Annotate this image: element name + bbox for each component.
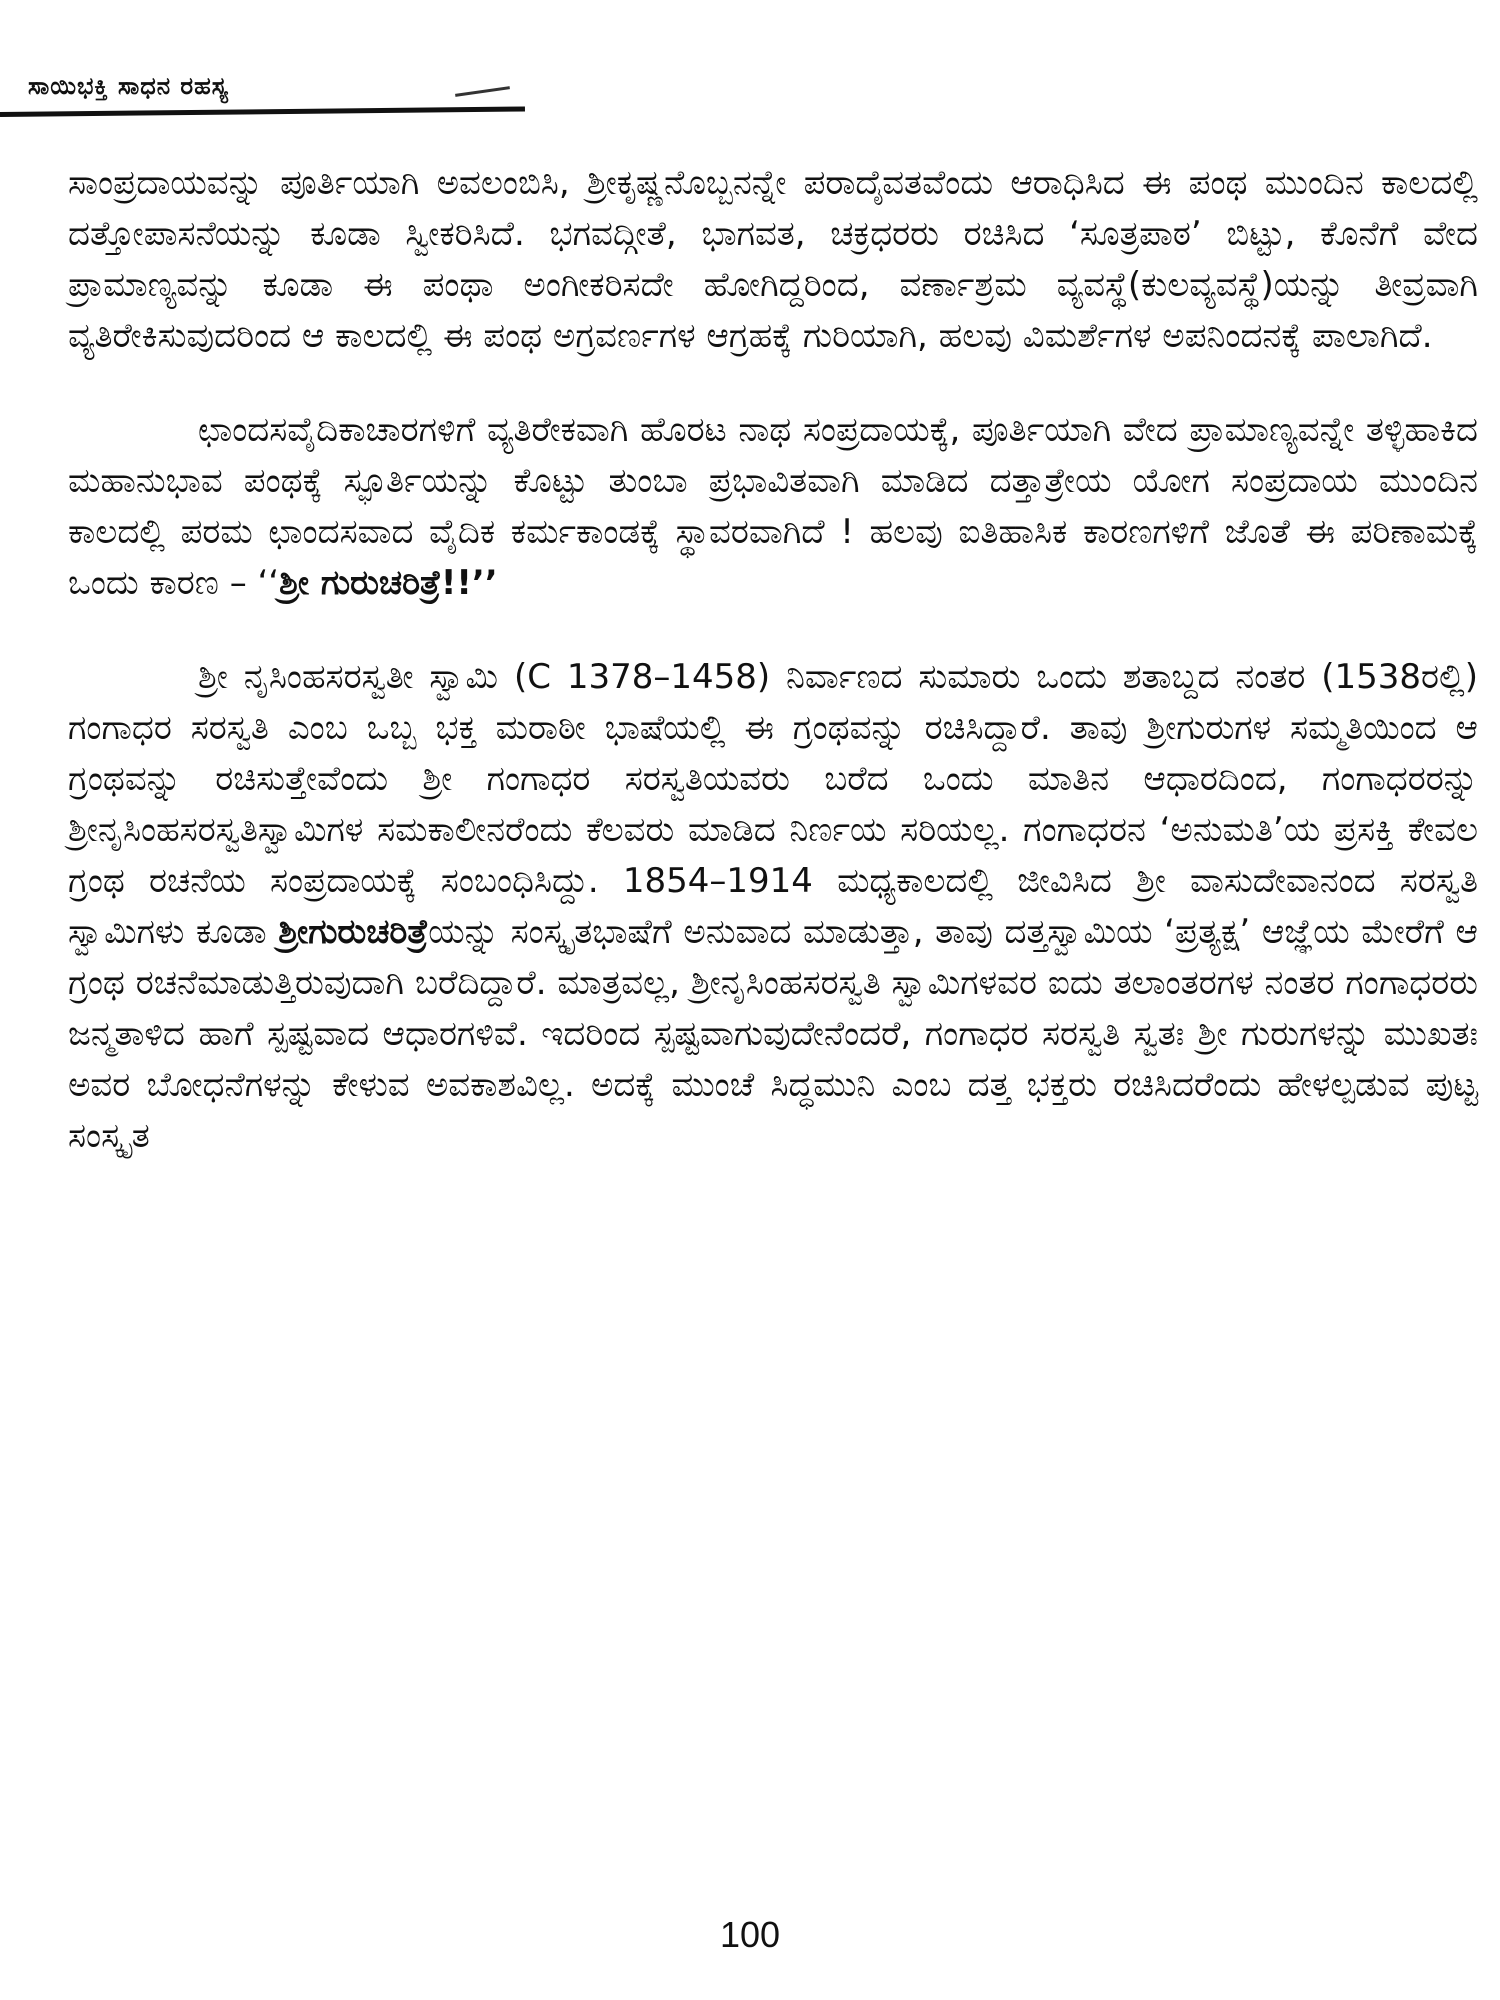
paragraph-2-text: ಛಾಂದಸವೈದಿಕಾಚಾರಗಳಿಗೆ ವ್ಯತಿರೇಕವಾಗಿ ಹೊರಟ ನಾಥ ಸಂಪ್ರದಾಯಕ್ಕೆ, ಪೂರ್ತಿಯಾಗಿ ವೇದ ಪ್ರಾಮಾಣ್ಯವನ್ನೇ ತಳ್ಳಿಹಾಕಿದ ಮಹಾನುಭಾವ ಪಂಥಕ್ಕೆ ಸ್ಫೂರ್ತಿಯನ್ನು ಕೊಟ್ಟು ತುಂಬಾ ಪ್ರಭಾವಿತವಾಗಿ ಮಾಡಿದ ದತ್ತಾತ್ರೇಯ ಯೋಗ ಸಂಪ್ರದಾಯ ಮುಂದಿನ ಕಾಲದಲ್ಲಿ ಪರಮ ಛಾಂದಸವಾದ ವೈದಿಕ ಕರ್ಮಕಾಂಡಕ್ಕೆ ಸ್ಥಾವರವಾಗಿದೆ ! ಹಲವು ಐತಿಹಾಸಿಕ ಕಾರಣಗಳಿಗೆ ಜೊತೆ ಈ ಪರಿಣಾಮಕ್ಕೆ ಒಂದು ಕಾರಣ – ‘‘ bbox=[68, 410, 1478, 603]
header-rule bbox=[0, 107, 525, 117]
paragraph-3-text-after: ಯನ್ನು ಸಂಸ್ಕೃತಭಾಷೆಗೆ ಅನುವಾದ ಮಾಡುತ್ತಾ, ತಾವು ದತ್ತಸ್ವಾಮಿಯ ‘ಪ್ರತ್ಯಕ್ಷ’ ಆಜ್ಞೆಯ ಮೇರೆಗೆ ಆ ಗ್ರಂಥ ರಚನೆಮಾಡುತ್ತಿರುವುದಾಗಿ ಬರೆದಿದ್ದಾರೆ. ಮಾತ್ರವಲ್ಲ, ಶ್ರೀನೃಸಿಂಹಸರಸ್ವತಿ ಸ್ವಾಮಿಗಳವರ ಐದು ತಲಾಂತರಗಳ ನಂತರ ಗಂಗಾಧರರು ಜನ್ಮತಾಳಿದ ಹಾಗೆ ಸ್ಪಷ್ಟವಾದ ಆಧಾರಗಳಿವೆ. ಇದರಿಂದ ಸ್ಪಷ್ಟವಾಗುವುದೇನೆಂದರೆ, ಗಂಗಾಧರ ಸರಸ್ವತಿ ಸ್ವತಃ ಶ್ರೀ ಗುರುಗಳನ್ನು ಮುಖತಃ ಅವರ ಬೋಧನೆಗಳನ್ನು ಕೇಳುವ ಅವಕಾಶವಿಲ್ಲ. ಅದಕ್ಕೆ ಮುಂಚೆ ಸಿದ್ಧಮುನಿ ಎಂಬ ದತ್ತ ಭಕ್ತರು ರಚಿಸಿದರೆಂದು ಹೇಳಲ್ಪಡುವ ಪುಟ್ಟ ಸಂಸ್ಕೃತ bbox=[68, 912, 1478, 1156]
paragraph-2 bbox=[68, 405, 1478, 609]
paragraph-3-emphasis: ಶ್ರೀಗುರುಚರಿತ್ರೆ bbox=[278, 912, 429, 952]
paragraph-1 bbox=[68, 158, 1478, 362]
page-number: 100 bbox=[719, 1914, 781, 1955]
paragraph-3 bbox=[68, 652, 1478, 1162]
paragraph-3-text-before: ಶ್ರೀ ನೃಸಿಂಹಸರಸ್ವತೀ ಸ್ವಾಮಿ (C 1378–1458) ನಿರ್ವಾಣದ ಸುಮಾರು ಒಂದು ಶತಾಬ್ದದ ನಂತರ (1538ರಲ್ಲಿ) ಗಂಗಾಧರ ಸರಸ್ವತಿ ಎಂಬ ಒಬ್ಬ ಭಕ್ತ ಮರಾಠೀ ಭಾಷೆಯಲ್ಲಿ ಈ ಗ್ರಂಥವನ್ನು ರಚಿಸಿದ್ದಾರೆ. ತಾವು ಶ್ರೀಗುರುಗಳ ಸಮ್ಮತಿಯಿಂದ ಆ ಗ್ರಂಥವನ್ನು ರಚಿಸುತ್ತೇವೆಂದು ಶ್ರೀ ಗಂಗಾಧರ ಸರಸ್ವತಿಯವರು ಬರೆದ ಒಂದು ಮಾತಿನ ಆಧಾರದಿಂದ, ಗಂಗಾಧರರನ್ನು ಶ್ರೀನೃಸಿಂಹಸರಸ್ವತಿಸ್ವಾಮಿಗಳ ಸಮಕಾಲೀನರೆಂದು ಕೆಲವರು ಮಾಡಿದ ನಿರ್ಣಯ ಸರಿಯಲ್ಲ. ಗಂಗಾಧರನ ‘ಅನುಮತಿ’ಯ ಪ್ರಸಕ್ತಿ ಕೇವಲ ಗ್ರಂಥ ರಚನೆಯ ಸಂಪ್ರದಾಯಕ್ಕೆ ಸಂಬಂಧಿಸಿದ್ದು. 1854–1914 ಮಧ್ಯಕಾಲದಲ್ಲಿ ಜೀವಿಸಿದ ಶ್ರೀ ವಾಸುದೇವಾನಂದ ಸರಸ್ವತಿ ಸ್ವಾಮಿಗಳು ಕೂಡಾ bbox=[68, 657, 1478, 952]
body-text bbox=[68, 158, 1478, 1162]
header-flourish bbox=[455, 86, 510, 97]
running-title: ಸಾಯಿಭಕ್ತಿ ಸಾಧನ ರಹಸ್ಯ bbox=[28, 72, 229, 100]
paragraph-2-emphasis: ಶ್ರೀ ಗುರುಚರಿತ್ರೆ!!’’ bbox=[279, 563, 498, 603]
paragraph-1-text: ಸಾಂಪ್ರದಾಯವನ್ನು ಪೂರ್ತಿಯಾಗಿ ಅವಲಂಬಿಸಿ, ಶ್ರೀಕೃಷ್ಣನೊಬ್ಬನನ್ನೇ ಪರಾದೈವತವೆಂದು ಆರಾಧಿಸಿದ ಈ ಪಂಥ ಮುಂದಿನ ಕಾಲದಲ್ಲಿ ದತ್ತೋಪಾಸನೆಯನ್ನು ಕೂಡಾ ಸ್ವೀಕರಿಸಿದೆ. ಭಗವದ್ಗೀತೆ, ಭಾಗವತ, ಚಕ್ರಧರರು ರಚಿಸಿದ ‘ಸೂತ್ರಪಾಠ’ ಬಿಟ್ಟು, ಕೊನೆಗೆ ವೇದ ಪ್ರಾಮಾಣ್ಯವನ್ನು ಕೂಡಾ ಈ ಪಂಥಾ ಅಂಗೀಕರಿಸದೇ ಹೋಗಿದ್ದರಿಂದ, ವರ್ಣಾಶ್ರಮ ವ್ಯವಸ್ಥೆ(ಕುಲವ್ಯವಸ್ಥೆ)ಯನ್ನು ತೀವ್ರವಾಗಿ ವ್ಯತಿರೇಕಿಸುವುದರಿಂದ ಆ ಕಾಲದಲ್ಲಿ ಈ ಪಂಥ ಅಗ್ರವರ್ಣಗಳ ಆಗ್ರಹಕ್ಕೆ ಗುರಿಯಾಗಿ, ಹಲವು ವಿಮರ್ಶೆಗಳ ಅಪನಿಂದನಕ್ಕೆ ಪಾಲಾಗಿದೆ. bbox=[68, 163, 1478, 356]
